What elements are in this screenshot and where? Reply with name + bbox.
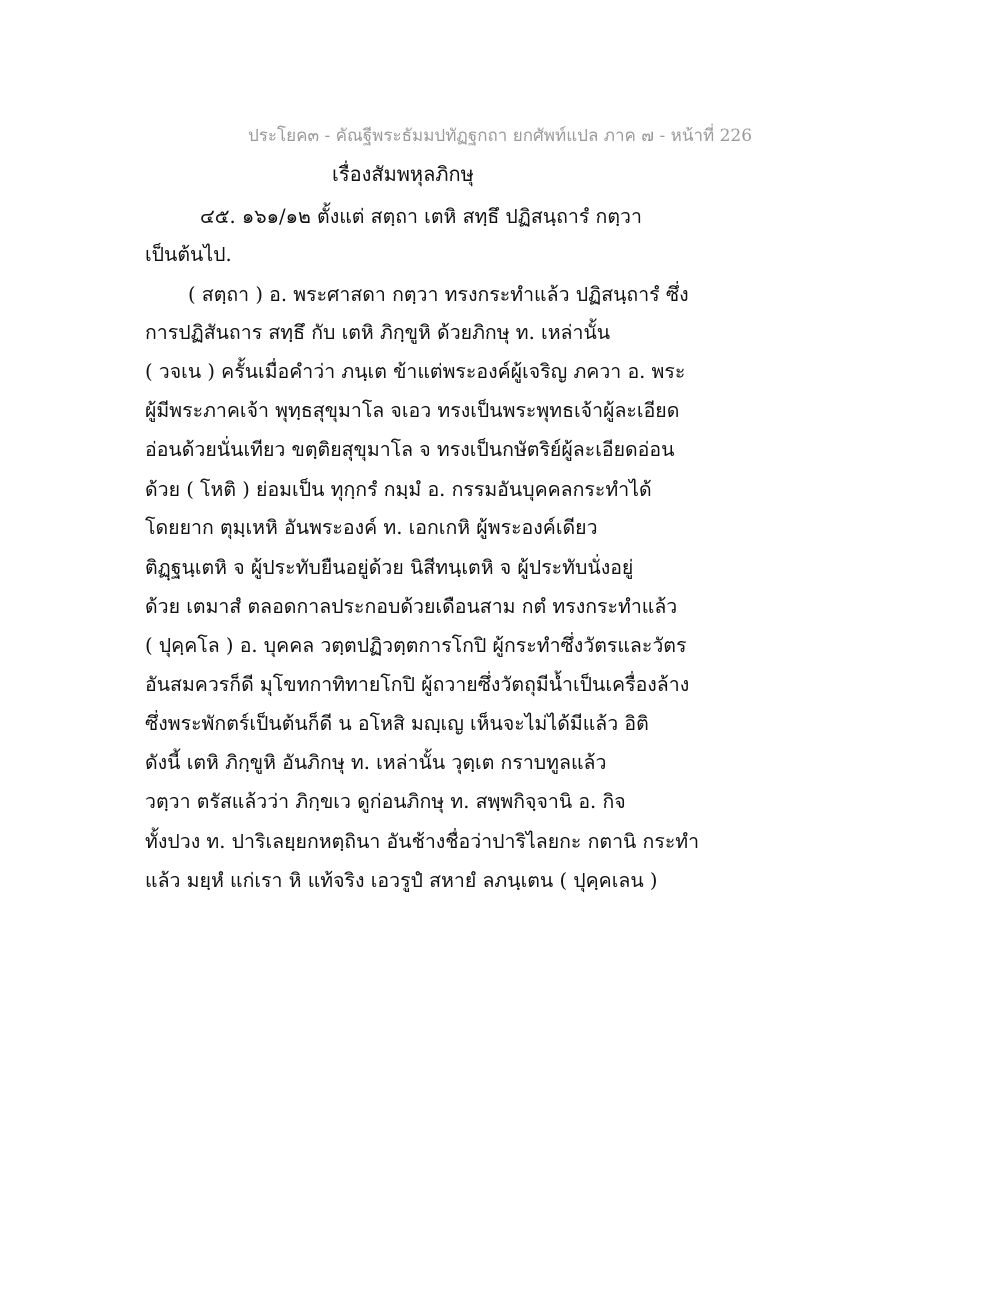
- story-title: เรื่องสัมพหุลภิกษุ: [332, 162, 474, 186]
- text-line: แล้ว มยฺหํ แก่เรา หิ แท้จริง เอวรูปํ สหายํ ลภนฺเตน ( ปุคฺคเลน ): [145, 869, 658, 892]
- text-line: ซึ่งพระพักตร์เป็นต้นก็ดี น อโหสิ มญฺเญ เห็นจะไม่ได้มีแล้ว อิติ: [145, 712, 649, 735]
- text-line: ดังนี้ เตหิ ภิกฺขูหิ อันภิกษุ ท. เหล่านั้น วุตฺเต กราบทูลแล้ว: [145, 751, 607, 774]
- page-header: ประโยค๓ - คัณฐีพระธัมมปทัฏฐกถา ยกศัพท์แปล ภาค ๗ - หน้าที่ 226: [247, 126, 753, 146]
- text-line: ๔๕. ๑๖๑/๑๒ ตั้งแต่ สตฺถา เตหิ สทฺธึ ปฏิสนฺถารํ กตฺวา: [200, 205, 642, 228]
- text-line: ( ปุคฺคโล ) อ. บุคคล วตฺตปฏิวตฺตการโกปิ ผู้กระทำซึ่งวัตรและวัตร: [145, 634, 687, 657]
- text-line: ด้วย เตมาสํ ตลอดกาลประกอบด้วยเดือนสาม กตํ ทรงกระทำแล้ว: [145, 595, 678, 618]
- text-line: วตฺวา ตรัสแล้วว่า ภิกฺขเว ดูก่อนภิกษุ ท. สพฺพกิจฺจานิ อ. กิจ: [145, 790, 626, 813]
- text-line: โดยยาก ตุมฺเหหิ อันพระองค์ ท. เอกเกหิ ผู้พระองค์เดียว: [145, 516, 598, 539]
- text-line: ( วจเน ) ครั้นเมื่อคำว่า ภนฺเต ข้าแต่พระองค์ผู้เจริญ ภควา อ. พระ: [145, 360, 686, 383]
- text-line: ผู้มีพระภาคเจ้า พุทฺธสุขุมาโล จเอว ทรงเป็นพระพุทธเจ้าผู้ละเอียด: [145, 399, 680, 422]
- text-line: ด้วย ( โหติ ) ย่อมเป็น ทุกฺกรํ กมฺมํ อ. กรรมอันบุคคลกระทำได้: [145, 478, 652, 501]
- text-line: ( สตฺถา ) อ. พระศาสดา กตฺวา ทรงกระทำแล้ว ปฏิสนฺถารํ ซึ่ง: [188, 283, 689, 306]
- text-line: เป็นต้นไป.: [145, 243, 232, 266]
- text-line: อันสมควรก็ดี มุโขทกาทิทายโกปิ ผู้ถวายซึ่งวัตถุมีน้ำเป็นเครื่องล้าง: [145, 673, 690, 696]
- text-line: อ่อนด้วยนั่นเทียว ขตฺติยสุขุมาโล จ ทรงเป็นกษัตริย์ผู้ละเอียดอ่อน: [145, 438, 675, 461]
- text-line: ติฏฺฐนฺเตหิ จ ผู้ประทับยืนอยู่ด้วย นิสีทนฺเตหิ จ ผู้ประทับนั่งอยู่: [145, 556, 634, 579]
- text-line: ทั้งปวง ท. ปาริเลยฺยกหตฺถินา อันช้างชื่อว่าปาริไลยกะ กตานิ กระทำ: [145, 830, 700, 853]
- text-line: การปฏิสันถาร สทฺธึ กับ เตหิ ภิกฺขูหิ ด้วยภิกษุ ท. เหล่านั้น: [145, 321, 611, 344]
